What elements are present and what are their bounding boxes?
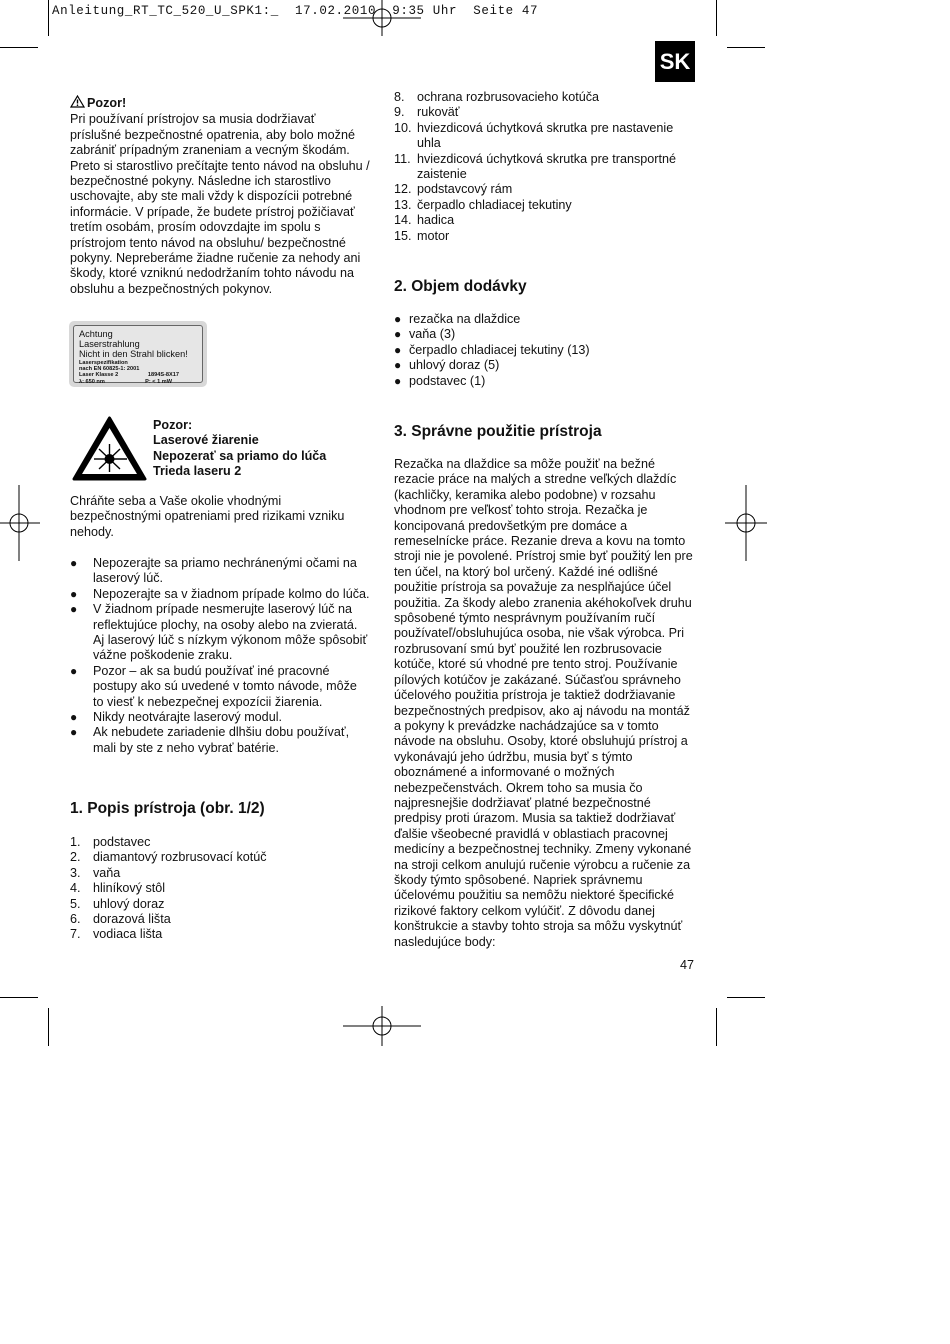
- list-item: 13. čerpadlo chladiacej tekutiny: [394, 197, 572, 212]
- registration-mark-left: [0, 485, 40, 561]
- laser-warning-line: Trieda laseru 2: [153, 464, 242, 479]
- crop-mark: [727, 997, 765, 998]
- label-spec: λ: 650 nm: [79, 378, 105, 385]
- list-item: 12. podstavcový rám: [394, 182, 513, 197]
- protect-paragraph: Chráňte seba a Vaše okolie vhodnými bezpečnostnými opatreniami pred rizikami vzniku nehody.: [70, 494, 345, 539]
- list-item: 14. hadica: [394, 213, 455, 228]
- crop-mark: [727, 47, 765, 48]
- laser-warning-line: Nepozerať sa priamo do lúča: [153, 448, 327, 463]
- language-badge: SK: [655, 41, 695, 82]
- list-item: 15. motor: [394, 228, 450, 243]
- list-item: ● Pozor – ak sa budú používať iné pracovné postupy ako sú uvedené v tomto návode, môže to viesť k nebezpečnej expozícii žiarenia.: [70, 664, 370, 710]
- print-header: Anleitung_RT_TC_520_U_SPK1:_ 17.02.2010 9:35 Uhr Seite 47: [52, 4, 539, 18]
- parts-list: [70, 835, 370, 943]
- crop-mark: [716, 0, 717, 36]
- laser-warning-text: [153, 418, 373, 480]
- crop-mark: [716, 1008, 717, 1046]
- list-item: ● podstavec (1): [394, 374, 694, 389]
- label-line: Nicht in den Strahl blicken!: [79, 349, 188, 360]
- list-item: ● V žiadnom prípade nesmerujte laserový lúč na reflektujúce plochy, na osoby alebo na zvieratá. Aj laserový lúč s nízkym výkonom môže spôsobiť vážne poškodenie zraku.: [70, 602, 370, 664]
- label-line: Achtung: [79, 329, 113, 339]
- list-item: 5. uhlový doraz: [70, 896, 165, 911]
- section-1-title: 1. Popis prístroja (obr. 1/2): [70, 800, 265, 817]
- label-spec: 1894S-8X17: [147, 372, 179, 379]
- warning-text: Pri používaní prístrojov sa musia dodržiavať príslušné bezpečnostné opatrenia, aby bolo možné zabrániť prípadným zraneniam a vecným škodám. Preto si starostlivo prečítajte tento návod na obsluhu / bezpečnostné pokyny. Následne ich starostlivo uschovajte, aby ste mali vždy k dispozícii potrebné informácie. V prípade, že budete prístroj požičiavať tretím osobám, prosím odovzdajte im spolu s prístrojom tento návod na obsluhu/ bezpečnostné pokyny. Nepreberáme žiadne ručenie za nehody ani škody, ktoré vzniknú nedodržaním tohto návodu na obsluhu a bezpečnostných pokynov.: [70, 112, 370, 296]
- label-spec: P: < 1 mW: [145, 378, 172, 385]
- laser-label-sticker: [69, 321, 207, 387]
- list-item: ● rezačka na dlaždice: [394, 312, 694, 327]
- safety-bullet-list: [70, 556, 370, 756]
- list-item: ● Nepozerajte sa v žiadnom prípade kolmo do lúča.: [70, 587, 370, 602]
- list-item: 3. vaňa: [70, 865, 121, 880]
- laser-warning-line: Pozor:: [153, 418, 193, 432]
- label-line: Laserstrahlung: [79, 339, 140, 350]
- warning-block: [70, 95, 370, 297]
- intended-use-text: [394, 457, 695, 950]
- list-item: ● čerpadlo chladiacej tekutiny (13): [394, 343, 694, 358]
- list-item: 7. vodiaca lišta: [70, 927, 163, 942]
- parts-list-continued: [394, 90, 694, 244]
- crop-mark: [0, 997, 38, 998]
- laser-hazard-icon: [71, 415, 148, 482]
- label-spec: Laser Klasse 2: [79, 372, 119, 379]
- registration-mark-top: [343, 0, 423, 36]
- list-item: ● Nikdy neotvárajte laserový modul.: [70, 710, 370, 725]
- list-item: 9. rukoväť: [394, 105, 460, 120]
- warning-title: Pozor!: [87, 96, 127, 110]
- warning-triangle-icon: [70, 95, 85, 108]
- protect-text: [70, 494, 370, 540]
- list-item: 6. dorazová lišta: [70, 912, 171, 927]
- intended-use-paragraph: Rezačka na dlaždice sa môže použiť na bežné rezacie práce na malých a stredne veľkých dlaždíc (kachličky, keramika alebo podobne) v rozsahu vhodnom pre veľkosť tohto stroja. Rezačka je koncipovaná predovšetkým pre domáce a remeselnícke práce. Rezanie dreva a kovu na tomto stroji nie je povolené. Prístroj smie byť použitý len pre ten účel, na ktorý bol určený. Každé iné odlišné použitie prístroja sa považuje za nesplňajúce účel použitia. Za škody alebo zranenia akéhokoľvek druhu spôsobené týmto nesprávnym používaním ručí používateľ/obsluhujúca osoba, nie však výrobca. Pri rozbrusovaní smú byť použité len rozbrusovacie kotúče, ktoré sú vhodné pre tento stroj. Používanie pílových kotúčov je zakázané. Súčasťou správneho účelového použitia prístroja je taktiež dodržiavanie bezpečnostných predpisov, ako aj návodu na montáž a pokyny k prevádzke nachádzajúce sa v tomto návode na obsluhu. Osoby, ktoré obsluhujú prístroj a vykonávajú jeho údržbu, musia byť s týmto oboznámené a informované o možných nebezpečenstvách. Okrem toho sa musia čo najpresnejšie dodržiavať platné bezpečnostné predpisy proti úrazom. Musia sa taktiež dodržiavať ďalšie všeobecné pravidlá v oblastiach pracovnej medicíny a bezpečnostnej techniky. Zmeny vykonané na stroji celkom anulujú ručenie výrobcu a ručenie za škody týmto spôsobené. Napriek správnemu účelovému použitiu sa nemôžu niektoré špecifické rizikové faktory celkom vylúčiť. Z dôvodu danej konštrukcie a stavby tohto stroja sa môžu vyskytnúť nasledujúce body:: [394, 457, 693, 949]
- label-spec: nach EN 60825-1: 2001: [79, 365, 140, 372]
- crop-mark: [0, 47, 38, 48]
- list-item: ● vaňa (3): [394, 327, 694, 342]
- crop-mark: [48, 1008, 49, 1046]
- list-item: 2. diamantový rozbrusovací kotúč: [70, 850, 267, 865]
- label-spec: Laserspezifikation: [79, 359, 128, 366]
- section-3-title: 3. Správne použitie prístroja: [394, 423, 602, 440]
- list-item: ● uhlový doraz (5): [394, 358, 694, 373]
- crop-mark: [48, 0, 49, 36]
- list-item: 10. hviezdicová úchytková skrutka pre nastavenie uhla: [394, 120, 674, 151]
- list-item: ● Nepozerajte sa priamo nechránenými očami na laserový lúč.: [70, 556, 370, 587]
- list-item: 8. ochrana rozbrusovacieho kotúča: [394, 90, 600, 104]
- list-item: 4. hliníkový stôl: [70, 881, 166, 896]
- section-2-title: 2. Objem dodávky: [394, 278, 527, 295]
- list-item: 1. podstavec: [70, 835, 151, 849]
- registration-mark-right: [725, 485, 767, 561]
- list-item: 11. hviezdicová úchytková skrutka pre transportné zaistenie: [394, 151, 677, 182]
- list-item: ● Ak nebudete zariadenie dlhšiu dobu používať, mali by ste z neho vybrať batérie.: [70, 725, 370, 756]
- page-number: 47: [680, 958, 695, 972]
- laser-warning-line: Laserové žiarenie: [153, 433, 259, 448]
- registration-mark-bottom: [343, 1006, 423, 1046]
- delivery-list: [394, 312, 694, 389]
